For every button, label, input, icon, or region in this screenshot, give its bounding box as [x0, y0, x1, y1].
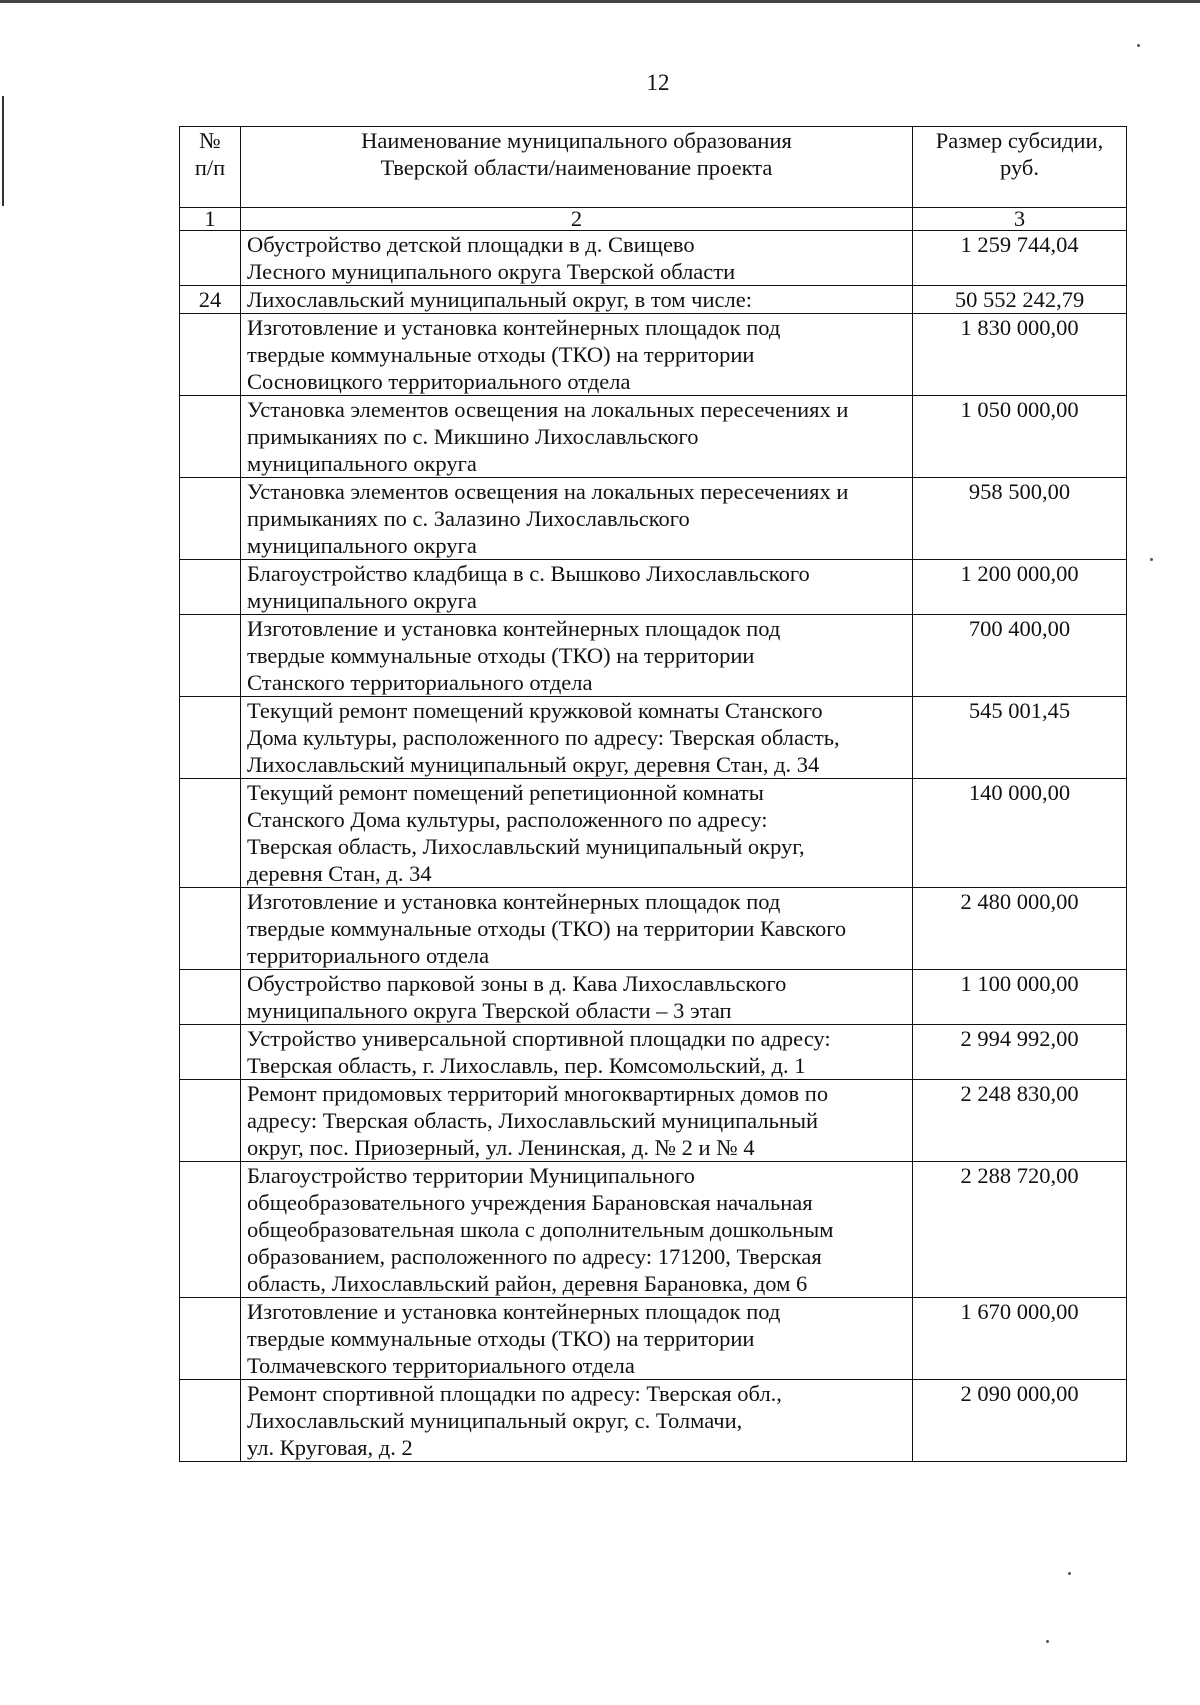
row-number — [180, 615, 241, 697]
row-project-name-line: образованием, расположенного по адресу: 171200, Тверская — [247, 1244, 822, 1269]
row-project-name — [241, 888, 913, 970]
row-project-name — [241, 396, 913, 478]
scan-top-edge — [0, 0, 1200, 3]
row-number — [180, 396, 241, 478]
row-number — [180, 314, 241, 396]
row-project-name-line: муниципального округа — [247, 533, 477, 558]
header-amount — [913, 127, 1127, 208]
table-row — [180, 888, 1127, 970]
row-project-name-line: общеобразовательного учреждения Барановская начальная — [247, 1190, 813, 1215]
row-subsidy-amount: 700 400,00 — [913, 615, 1127, 697]
table-row — [180, 231, 1127, 286]
row-project-name-line: Тверская область, г. Лихославль, пер. Комсомольский, д. 1 — [247, 1053, 806, 1078]
table-row — [180, 697, 1127, 779]
table-row — [180, 1162, 1127, 1298]
row-number: 24 — [180, 286, 241, 314]
table-row — [180, 615, 1127, 697]
row-project-name-line: Станского Дома культуры, расположенного по адресу: — [247, 807, 768, 832]
header-name-line: Тверской области/наименование проекта — [380, 155, 773, 180]
header-amount-line: руб. — [1000, 155, 1039, 180]
table-row — [180, 1298, 1127, 1380]
row-project-name-line: Установка элементов освещения на локальных пересечениях и — [247, 479, 849, 504]
table-row — [180, 1380, 1127, 1462]
row-number — [180, 1162, 241, 1298]
header-name-line: Наименование муниципального образования — [361, 128, 792, 153]
row-number — [180, 478, 241, 560]
row-project-name-line: Тверская область, Лихославльский муниципальный округ, — [247, 834, 805, 859]
row-project-name — [241, 615, 913, 697]
header-name — [241, 127, 913, 208]
row-number — [180, 1298, 241, 1380]
row-project-name-line: Текущий ремонт помещений репетиционной комнаты — [247, 780, 764, 805]
row-number — [180, 888, 241, 970]
row-project-name-line: муниципального округа Тверской области – 3 этап — [247, 998, 732, 1023]
row-subsidy-amount: 1 259 744,04 — [913, 231, 1127, 286]
row-project-name-line: общеобразовательная школа с дополнительным дошкольным — [247, 1217, 834, 1242]
row-project-name-line: Устройство универсальной спортивной площадки по адресу: — [247, 1026, 831, 1051]
row-project-name-line: Изготовление и установка контейнерных площадок под — [247, 1299, 781, 1324]
row-project-name — [241, 697, 913, 779]
subsidy-table — [179, 126, 1127, 1462]
row-project-name-line: Ремонт спортивной площадки по адресу: Тверская обл., — [247, 1381, 782, 1406]
row-project-name — [241, 1298, 913, 1380]
header-num-line: п/п — [194, 155, 226, 180]
column-index-row — [180, 208, 1127, 231]
table-row — [180, 314, 1127, 396]
row-project-name-line: территориального отдела — [247, 943, 490, 968]
scan-margin-mark — [2, 96, 4, 206]
page-number: 12 — [646, 70, 670, 95]
row-project-name-line: твердые коммунальные отходы (ТКО) на территории — [247, 643, 755, 668]
row-project-name-line: Обустройство детской площадки в д. Свищево — [247, 232, 695, 257]
row-project-name-line: Лихославльский муниципальный округ, в том числе: — [247, 287, 752, 312]
row-project-name-line: примыканиях по с. Залазино Лихославльского — [247, 506, 690, 531]
scan-speck — [1046, 1640, 1049, 1643]
row-subsidy-amount: 1 200 000,00 — [913, 560, 1127, 615]
row-number — [180, 231, 241, 286]
row-subsidy-amount: 2 288 720,00 — [913, 1162, 1127, 1298]
row-subsidy-amount: 545 001,45 — [913, 697, 1127, 779]
row-project-name — [241, 286, 913, 314]
row-subsidy-amount: 2 994 992,00 — [913, 1025, 1127, 1080]
scan-speck — [1150, 558, 1153, 561]
row-project-name-line: Изготовление и установка контейнерных площадок под — [247, 315, 781, 340]
scan-speck — [1068, 1572, 1071, 1575]
row-project-name-line: Толмачевского территориального отдела — [247, 1353, 635, 1378]
table-row — [180, 1025, 1127, 1080]
table-row — [180, 560, 1127, 615]
row-number — [180, 779, 241, 888]
row-project-name-line: Лесного муниципального округа Тверской области — [247, 259, 736, 284]
row-project-name-line: Текущий ремонт помещений кружковой комнаты Станского — [247, 698, 823, 723]
row-project-name-line: муниципального округа — [247, 451, 477, 476]
row-project-name-line: Изготовление и установка контейнерных площадок под — [247, 889, 781, 914]
row-project-name — [241, 560, 913, 615]
row-number — [180, 1025, 241, 1080]
row-project-name — [241, 478, 913, 560]
table-row — [180, 286, 1127, 314]
row-project-name — [241, 314, 913, 396]
table-row — [180, 970, 1127, 1025]
row-subsidy-amount: 1 100 000,00 — [913, 970, 1127, 1025]
row-number — [180, 1380, 241, 1462]
row-project-name-line: область, Лихославльский район, деревня Барановка, дом 6 — [247, 1271, 808, 1296]
row-subsidy-amount: 2 480 000,00 — [913, 888, 1127, 970]
header-num-line: № — [199, 128, 221, 153]
row-project-name-line: Ремонт придомовых территорий многоквартирных домов по — [247, 1081, 829, 1106]
scan-speck — [1137, 44, 1140, 47]
row-number — [180, 560, 241, 615]
row-project-name-line: Лихославльский муниципальный округ, деревня Стан, д. 34 — [247, 752, 820, 777]
row-subsidy-amount: 140 000,00 — [913, 779, 1127, 888]
table-row — [180, 1080, 1127, 1162]
header-amount-line: Размер субсидии, — [935, 128, 1104, 153]
table-row — [180, 396, 1127, 478]
row-project-name-line: Сосновицкого территориального отдела — [247, 369, 631, 394]
row-project-name — [241, 1380, 913, 1462]
table-row — [180, 478, 1127, 560]
column-index: 1 — [180, 208, 241, 231]
row-project-name-line: Дома культуры, расположенного по адресу: Тверская область, — [247, 725, 840, 750]
row-subsidy-amount: 1 050 000,00 — [913, 396, 1127, 478]
row-project-name-line: Установка элементов освещения на локальных пересечениях и — [247, 397, 849, 422]
row-project-name-line: адресу: Тверская область, Лихославльский муниципальный — [247, 1108, 819, 1133]
row-project-name-line: муниципального округа — [247, 588, 477, 613]
row-subsidy-amount: 50 552 242,79 — [913, 286, 1127, 314]
column-index: 2 — [241, 208, 913, 231]
row-number — [180, 1080, 241, 1162]
row-project-name — [241, 970, 913, 1025]
table-row — [180, 779, 1127, 888]
row-project-name-line: ул. Круговая, д. 2 — [247, 1435, 413, 1460]
row-number — [180, 970, 241, 1025]
row-project-name-line: твердые коммунальные отходы (ТКО) на территории Кавского — [247, 916, 847, 941]
row-project-name-line: твердые коммунальные отходы (ТКО) на территории — [247, 1326, 755, 1351]
row-number — [180, 697, 241, 779]
table-header-row — [180, 127, 1127, 208]
row-project-name — [241, 231, 913, 286]
header-num — [180, 127, 241, 208]
row-subsidy-amount: 1 670 000,00 — [913, 1298, 1127, 1380]
row-project-name-line: Станского территориального отдела — [247, 670, 593, 695]
row-project-name-line: Благоустройство кладбища в с. Вышково Лихославльского — [247, 561, 810, 586]
row-project-name-line: Лихославльский муниципальный округ, с. Толмачи, — [247, 1408, 743, 1433]
row-subsidy-amount: 1 830 000,00 — [913, 314, 1127, 396]
row-project-name-line: округ, пос. Приозерный, ул. Ленинская, д. № 2 и № 4 — [247, 1135, 755, 1160]
row-project-name-line: Изготовление и установка контейнерных площадок под — [247, 616, 781, 641]
table-body — [180, 231, 1127, 1462]
row-project-name — [241, 1162, 913, 1298]
row-project-name — [241, 1080, 913, 1162]
row-subsidy-amount: 2 248 830,00 — [913, 1080, 1127, 1162]
row-project-name-line: деревня Стан, д. 34 — [247, 861, 432, 886]
row-project-name-line: Благоустройство территории Муниципального — [247, 1163, 695, 1188]
row-project-name — [241, 1025, 913, 1080]
row-project-name — [241, 779, 913, 888]
row-project-name-line: Обустройство парковой зоны в д. Кава Лихославльского — [247, 971, 787, 996]
row-subsidy-amount: 2 090 000,00 — [913, 1380, 1127, 1462]
row-project-name-line: примыканиях по с. Микшино Лихославльского — [247, 424, 699, 449]
row-subsidy-amount: 958 500,00 — [913, 478, 1127, 560]
row-project-name-line: твердые коммунальные отходы (ТКО) на территории — [247, 342, 755, 367]
column-index: 3 — [913, 208, 1127, 231]
